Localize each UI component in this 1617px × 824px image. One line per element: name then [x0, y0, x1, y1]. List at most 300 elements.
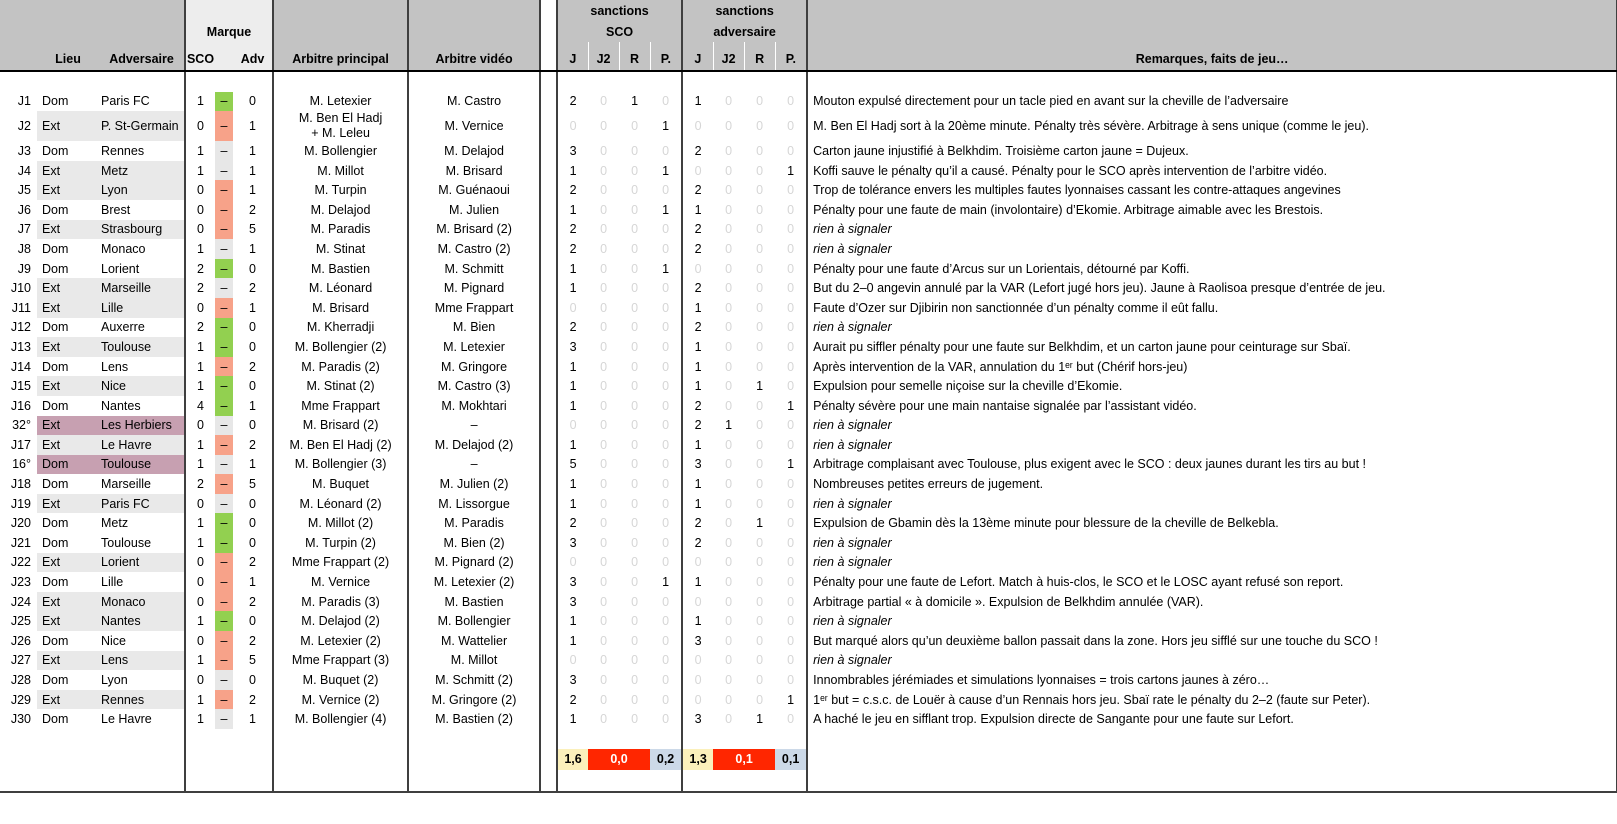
sanction-sco-cell[interactable]: 1: [557, 357, 588, 377]
sanction-adv-cell[interactable]: 0: [756, 398, 764, 413]
sanction-sco-cell[interactable]: 0: [600, 281, 608, 296]
sanction-sco-cell[interactable]: 1: [557, 396, 588, 416]
sanction-sco-cell[interactable]: 0: [631, 261, 639, 276]
score-sco-cell[interactable]: 2: [185, 474, 215, 494]
sanction-sco-cell[interactable]: 1: [557, 200, 588, 220]
sanction-sco-cell[interactable]: 2: [557, 513, 588, 533]
sanction-adv-cell[interactable]: 0: [725, 339, 733, 354]
score-separator-cell[interactable]: –: [215, 357, 233, 377]
lieu-cell[interactable]: Ext: [37, 220, 99, 240]
sanction-sco-cell[interactable]: 0: [600, 143, 608, 158]
score-sco-cell[interactable]: 1: [185, 435, 215, 455]
jour-label[interactable]: J24: [10, 594, 31, 609]
remarque-cell[interactable]: A haché le jeu en sifflant trop. Expulsion directe de Sangante pour une faute sur Lefort.: [807, 709, 1617, 729]
sanction-adv-cell[interactable]: 0: [756, 339, 764, 354]
lieu-cell[interactable]: Ext: [37, 611, 99, 631]
sanction-adv-cell[interactable]: 0: [787, 712, 795, 727]
lieu-cell[interactable]: Dom: [42, 712, 69, 727]
sanction-adv-cell[interactable]: 2: [682, 239, 713, 259]
sanction-adv-cell[interactable]: 0: [787, 516, 795, 531]
sanction-sco-cell[interactable]: 0: [631, 437, 639, 452]
arbitre-video-cell[interactable]: M. Bastien (2): [408, 709, 540, 729]
adversaire-cell[interactable]: Marseille: [101, 477, 152, 492]
sanction-sco-cell[interactable]: 2: [557, 690, 588, 710]
sanction-sco-cell[interactable]: 0: [600, 379, 608, 394]
sanction-sco-cell[interactable]: 0: [631, 379, 639, 394]
sanction-adv-cell[interactable]: 1: [682, 337, 713, 357]
jour-label[interactable]: J30: [10, 712, 31, 727]
score-adv-cell[interactable]: 1: [249, 163, 256, 178]
sanction-adv-cell[interactable]: 2: [682, 513, 713, 533]
sanction-sco-cell[interactable]: 3: [557, 533, 588, 553]
score-sco-cell[interactable]: 1: [185, 337, 215, 357]
sanction-adv-cell[interactable]: 0: [787, 339, 795, 354]
sanction-adv-cell[interactable]: 0: [725, 222, 733, 237]
lieu-cell[interactable]: Dom: [42, 202, 69, 217]
sanction-sco-cell[interactable]: 1: [557, 709, 588, 729]
score-sco-cell[interactable]: 1: [185, 455, 215, 475]
arbitre-video-cell[interactable]: M. Lissorgue: [408, 494, 540, 514]
sanction-adv-cell[interactable]: 0: [725, 398, 733, 413]
sanction-adv-cell[interactable]: 0: [787, 477, 795, 492]
jour-label[interactable]: J29: [10, 692, 31, 707]
score-separator-cell[interactable]: –: [215, 513, 233, 533]
sanction-sco-cell[interactable]: 0: [557, 651, 588, 671]
adversaire-cell[interactable]: Les Herbiers: [99, 416, 185, 436]
remarque-cell[interactable]: Arbitrage complaisant avec Toulouse, plus exigent avec le SCO : deux jaunes durant les tirs au but !: [807, 455, 1617, 475]
sanction-adv-cell[interactable]: 0: [787, 359, 795, 374]
lieu-cell[interactable]: Ext: [37, 553, 99, 573]
sanction-adv-cell[interactable]: 0: [756, 183, 764, 198]
sanction-sco-cell[interactable]: 2: [557, 318, 588, 338]
sanction-sco-cell[interactable]: 0: [600, 398, 608, 413]
sanction-sco-cell[interactable]: 0: [631, 143, 639, 158]
remarque-cell[interactable]: But du 2–0 angevin annulé par la VAR (Lefort jugé hors jeu). Jaune à Raolisoa presque d’entrée de jeu.: [807, 278, 1617, 298]
arbitre-video-cell[interactable]: M. Delajod (2): [408, 435, 540, 455]
arbitre-principal-cell[interactable]: M. Paradis (2): [273, 357, 408, 377]
sanction-adv-cell[interactable]: 3: [682, 455, 713, 475]
sanction-sco-cell[interactable]: 0: [631, 359, 639, 374]
jour-label[interactable]: 32°: [12, 418, 31, 433]
sanction-adv-cell[interactable]: 0: [756, 241, 764, 256]
sanction-adv-cell[interactable]: 0: [787, 320, 795, 335]
sanction-adv-cell[interactable]: 0: [787, 673, 795, 688]
arbitre-video-cell[interactable]: M. Vernice: [408, 111, 540, 141]
score-sco-cell[interactable]: 1: [185, 611, 215, 631]
sanction-adv-cell[interactable]: 0: [787, 437, 795, 452]
sanction-sco-cell[interactable]: 1: [662, 202, 670, 217]
arbitre-video-cell[interactable]: M. Mokhtari: [408, 396, 540, 416]
sanction-adv-cell[interactable]: 0: [756, 594, 764, 609]
sanction-adv-cell[interactable]: 0: [787, 653, 795, 668]
lieu-cell[interactable]: Dom: [42, 320, 69, 335]
sanction-adv-cell[interactable]: 0: [725, 143, 733, 158]
lieu-cell[interactable]: Ext: [37, 690, 99, 710]
sanction-adv-cell[interactable]: 0: [756, 496, 764, 511]
arbitre-principal-cell[interactable]: M. Brisard (2): [273, 416, 408, 436]
sanction-sco-cell[interactable]: 0: [600, 163, 608, 178]
sanction-adv-cell[interactable]: 0: [725, 241, 733, 256]
jour-label[interactable]: J5: [17, 183, 31, 198]
sanction-sco-cell[interactable]: 0: [631, 119, 639, 134]
score-sco-cell[interactable]: 0: [185, 631, 215, 651]
score-sco-cell[interactable]: 0: [185, 416, 215, 436]
arbitre-video-cell[interactable]: –: [408, 455, 540, 475]
sanction-adv-cell[interactable]: 1: [682, 474, 713, 494]
sanction-adv-cell[interactable]: 0: [756, 202, 764, 217]
sanction-sco-cell[interactable]: 0: [600, 477, 608, 492]
score-separator-cell[interactable]: –: [215, 220, 233, 240]
summary-adv-p-avg[interactable]: 0,1: [775, 749, 807, 770]
adversaire-cell[interactable]: Marseille: [99, 278, 185, 298]
score-separator-cell[interactable]: –: [215, 396, 233, 416]
sanction-adv-cell[interactable]: 0: [725, 261, 733, 276]
arbitre-video-cell[interactable]: M. Letexier: [408, 337, 540, 357]
jour-label[interactable]: J3: [17, 143, 31, 158]
arbitre-video-cell[interactable]: M. Schmitt: [408, 259, 540, 279]
score-adv-cell[interactable]: 2: [249, 437, 256, 452]
sanction-adv-cell[interactable]: 0: [756, 261, 764, 276]
score-separator-cell[interactable]: –: [215, 416, 233, 436]
remarque-cell[interactable]: Pénalty sévère pour une main nantaise signalée par l’assistant vidéo.: [807, 396, 1617, 416]
sanction-sco-cell[interactable]: 0: [662, 339, 670, 354]
sanction-adv-cell[interactable]: 0: [725, 320, 733, 335]
sanction-adv-cell[interactable]: 0: [725, 477, 733, 492]
sanction-sco-cell[interactable]: 0: [662, 555, 670, 570]
sanction-adv-cell[interactable]: 0: [725, 673, 733, 688]
sanction-adv-cell[interactable]: 0: [756, 143, 764, 158]
score-adv-cell[interactable]: 0: [249, 320, 256, 335]
sanction-sco-cell[interactable]: 0: [631, 673, 639, 688]
sanction-sco-cell[interactable]: 0: [600, 575, 608, 590]
score-separator-cell[interactable]: –: [215, 670, 233, 690]
sanction-sco-cell[interactable]: 0: [600, 300, 608, 315]
jour-label[interactable]: J10: [10, 281, 31, 296]
sanction-sco-cell[interactable]: 0: [662, 320, 670, 335]
score-sco-cell[interactable]: 0: [185, 494, 215, 514]
remarque-cell[interactable]: Après intervention de la VAR, annulation du 1ᵉʳ but (Chérif hors-jeu): [807, 357, 1617, 377]
sanction-adv-cell[interactable]: 1: [682, 572, 713, 592]
arbitre-principal-cell[interactable]: Mme Frappart (3): [273, 651, 408, 671]
sanction-sco-cell[interactable]: 3: [557, 592, 588, 612]
sanction-adv-cell[interactable]: 0: [787, 241, 795, 256]
score-sco-cell[interactable]: 1: [185, 376, 215, 396]
remarque-cell[interactable]: Pénalty pour une faute de main (involontaire) d’Ekomie. Arbitrage aimable avec les Brestois.: [807, 200, 1617, 220]
adversaire-cell[interactable]: Lorient: [101, 261, 140, 276]
sanction-adv-cell[interactable]: 0: [756, 418, 764, 433]
arbitre-video-cell[interactable]: M. Letexier (2): [408, 572, 540, 592]
arbitre-video-cell[interactable]: M. Bien (2): [408, 533, 540, 553]
arbitre-video-cell[interactable]: M. Gringore (2): [408, 690, 540, 710]
remarque-cell[interactable]: rien à signaler: [807, 533, 1617, 553]
score-adv-cell[interactable]: 0: [249, 496, 256, 511]
adversaire-cell[interactable]: Metz: [101, 516, 129, 531]
sanction-adv-cell[interactable]: 0: [756, 477, 764, 492]
sanction-adv-cell[interactable]: 0: [787, 496, 795, 511]
sanction-sco-cell[interactable]: 0: [631, 163, 639, 178]
sanction-sco-cell[interactable]: 0: [662, 594, 670, 609]
sanction-adv-cell[interactable]: 0: [725, 535, 733, 550]
score-adv-cell[interactable]: 0: [249, 94, 256, 109]
sanction-adv-cell[interactable]: 0: [725, 614, 733, 629]
jour-label[interactable]: J9: [17, 261, 31, 276]
score-separator-cell[interactable]: –: [215, 337, 233, 357]
score-sco-cell[interactable]: 0: [185, 592, 215, 612]
score-separator-cell[interactable]: –: [215, 298, 233, 318]
remarque-cell[interactable]: rien à signaler: [807, 416, 1617, 436]
lieu-cell[interactable]: Dom: [37, 455, 99, 475]
sanction-sco-cell[interactable]: 2: [557, 180, 588, 200]
arbitre-principal-cell[interactable]: M. Léonard (2): [273, 494, 408, 514]
adversaire-cell[interactable]: Lyon: [101, 673, 128, 688]
score-adv-cell[interactable]: 1: [249, 183, 256, 198]
score-adv-cell[interactable]: 5: [249, 653, 256, 668]
jour-label[interactable]: J1: [17, 94, 31, 109]
sanction-sco-cell[interactable]: 0: [600, 222, 608, 237]
score-sco-cell[interactable]: 0: [185, 111, 215, 141]
score-separator-cell[interactable]: –: [215, 611, 233, 631]
sanction-sco-cell[interactable]: 0: [600, 339, 608, 354]
remarque-cell[interactable]: Faute d’Ozer sur Djibirin non sanctionnée d’un pénalty comme il eût fallu.: [807, 298, 1617, 318]
sanction-sco-cell[interactable]: 1: [662, 119, 670, 134]
remarque-cell[interactable]: rien à signaler: [807, 553, 1617, 573]
sanction-sco-cell[interactable]: 0: [631, 575, 639, 590]
jour-label[interactable]: J27: [10, 653, 31, 668]
jour-label[interactable]: J19: [10, 496, 31, 511]
sanction-adv-cell[interactable]: 0: [787, 261, 795, 276]
arbitre-video-cell[interactable]: M. Julien (2): [408, 474, 540, 494]
sanction-sco-cell[interactable]: 0: [600, 712, 608, 727]
sanction-adv-cell[interactable]: 3: [682, 631, 713, 651]
sanction-adv-cell[interactable]: 0: [756, 673, 764, 688]
lieu-cell[interactable]: Dom: [42, 94, 69, 109]
arbitre-video-cell[interactable]: M. Schmitt (2): [408, 670, 540, 690]
adversaire-cell[interactable]: Paris FC: [101, 94, 150, 109]
summary-sco-j2-r-avg[interactable]: 0,0: [588, 749, 650, 770]
sanction-sco-cell[interactable]: 1: [557, 474, 588, 494]
score-sco-cell[interactable]: 2: [185, 318, 215, 338]
sanction-sco-cell[interactable]: 1: [557, 494, 588, 514]
sanction-sco-cell[interactable]: 1: [631, 94, 639, 109]
sanction-sco-cell[interactable]: 0: [662, 673, 670, 688]
sanction-sco-cell[interactable]: 0: [600, 594, 608, 609]
sanction-adv-cell[interactable]: 0: [725, 202, 733, 217]
sanction-adv-cell[interactable]: 0: [682, 670, 713, 690]
score-separator-cell[interactable]: –: [215, 572, 233, 592]
sanction-adv-cell[interactable]: 1: [682, 298, 713, 318]
sanction-sco-cell[interactable]: 3: [557, 337, 588, 357]
sanction-sco-cell[interactable]: 3: [557, 572, 588, 592]
lieu-cell[interactable]: Ext: [37, 161, 99, 181]
sanction-adv-cell[interactable]: 0: [725, 379, 733, 394]
jour-label[interactable]: J8: [17, 241, 31, 256]
sanction-sco-cell[interactable]: 2: [557, 220, 588, 240]
sanction-sco-cell[interactable]: 0: [662, 496, 670, 511]
arbitre-principal-cell[interactable]: M. Vernice (2): [273, 690, 408, 710]
sanction-sco-cell[interactable]: 0: [662, 359, 670, 374]
arbitre-principal-cell[interactable]: M. Buquet (2): [273, 670, 408, 690]
arbitre-principal-cell[interactable]: M. Millot: [273, 161, 408, 181]
arbitre-video-cell[interactable]: –: [408, 416, 540, 436]
score-sco-cell[interactable]: 1: [185, 709, 215, 729]
score-separator-cell[interactable]: –: [215, 92, 233, 112]
sanction-sco-cell[interactable]: 0: [631, 653, 639, 668]
sanction-sco-cell[interactable]: 0: [600, 183, 608, 198]
sanction-adv-cell[interactable]: 0: [787, 535, 795, 550]
sanction-sco-cell[interactable]: 0: [600, 692, 608, 707]
remarque-cell[interactable]: Nombreuses petites erreurs de jugement.: [807, 474, 1617, 494]
score-separator-cell[interactable]: –: [215, 318, 233, 338]
sanction-adv-cell[interactable]: 0: [725, 457, 733, 472]
score-adv-cell[interactable]: 0: [249, 339, 256, 354]
score-separator-cell[interactable]: –: [215, 141, 233, 161]
summary-sco-p-avg[interactable]: 0,2: [650, 749, 682, 770]
sanction-sco-cell[interactable]: 0: [662, 653, 670, 668]
sanction-adv-cell[interactable]: 1: [682, 376, 713, 396]
remarque-cell[interactable]: Arbitrage partial « à domicile ». Expulsion de Belkhdim annulée (VAR).: [807, 592, 1617, 612]
sanction-sco-cell[interactable]: 0: [631, 241, 639, 256]
score-separator-cell[interactable]: –: [215, 435, 233, 455]
score-adv-cell[interactable]: 2: [249, 281, 256, 296]
sanction-adv-cell[interactable]: 2: [682, 533, 713, 553]
arbitre-video-cell[interactable]: M. Wattelier: [408, 631, 540, 651]
arbitre-video-cell[interactable]: M. Bastien: [408, 592, 540, 612]
lieu-cell[interactable]: Dom: [42, 477, 69, 492]
remarque-cell[interactable]: Pénalty pour une faute de Lefort. Match à huis-clos, le SCO et le LOSC ayant refusé son report.: [807, 572, 1617, 592]
remarque-cell[interactable]: rien à signaler: [807, 651, 1617, 671]
score-adv-cell[interactable]: 1: [249, 575, 256, 590]
sanction-sco-cell[interactable]: 3: [557, 670, 588, 690]
adversaire-cell[interactable]: Lille: [99, 298, 185, 318]
sanction-adv-cell[interactable]: 0: [725, 555, 733, 570]
remarque-cell[interactable]: Aurait pu siffler pénalty pour une faute sur Belkhdim, et un carton jaune pour ceinturage sur Sbaï.: [807, 337, 1617, 357]
adversaire-cell[interactable]: Auxerre: [101, 320, 145, 335]
remarque-cell[interactable]: Carton jaune injustifié à Belkhdim. Troisième carton jaune = Dujeux.: [807, 141, 1617, 161]
sanction-sco-cell[interactable]: 0: [600, 261, 608, 276]
arbitre-video-cell[interactable]: M. Brisard: [408, 161, 540, 181]
sanction-adv-cell[interactable]: 0: [725, 712, 733, 727]
adversaire-cell[interactable]: Nice: [101, 633, 127, 648]
arbitre-principal-cell[interactable]: M. Ben El Hadj + M. Leleu: [273, 111, 408, 141]
arbitre-principal-cell[interactable]: M. Paradis (3): [273, 592, 408, 612]
sanction-sco-cell[interactable]: 0: [662, 418, 670, 433]
sanction-adv-cell[interactable]: 0: [756, 535, 764, 550]
sanction-adv-cell[interactable]: 0: [725, 575, 733, 590]
sanction-sco-cell[interactable]: 2: [557, 239, 588, 259]
sanction-adv-cell[interactable]: 0: [756, 555, 764, 570]
adversaire-cell[interactable]: Toulouse: [99, 455, 185, 475]
arbitre-video-cell[interactable]: M. Bollengier: [408, 611, 540, 631]
arbitre-video-cell[interactable]: M. Millot: [408, 651, 540, 671]
jour-label[interactable]: J7: [17, 222, 31, 237]
arbitre-principal-cell[interactable]: M. Millot (2): [273, 513, 408, 533]
adversaire-cell[interactable]: Metz: [99, 161, 185, 181]
sanction-adv-cell[interactable]: 0: [756, 94, 764, 109]
adversaire-cell[interactable]: Rennes: [101, 143, 145, 158]
sanction-adv-cell[interactable]: 0: [756, 320, 764, 335]
arbitre-principal-cell[interactable]: M. Paradis: [273, 220, 408, 240]
lieu-cell[interactable]: Ext: [37, 111, 99, 141]
jour-label[interactable]: J15: [10, 379, 31, 394]
sanction-adv-cell[interactable]: 1: [682, 435, 713, 455]
sanction-adv-cell[interactable]: 0: [725, 163, 733, 178]
sanction-sco-cell[interactable]: 1: [557, 611, 588, 631]
adversaire-cell[interactable]: Paris FC: [99, 494, 185, 514]
arbitre-principal-cell[interactable]: Mme Frappart: [273, 396, 408, 416]
score-separator-cell[interactable]: –: [215, 161, 233, 181]
score-adv-cell[interactable]: 1: [249, 398, 256, 413]
sanction-adv-cell[interactable]: 0: [725, 496, 733, 511]
sanction-sco-cell[interactable]: 0: [631, 457, 639, 472]
sanction-sco-cell[interactable]: 0: [600, 633, 608, 648]
lieu-cell[interactable]: Ext: [37, 180, 99, 200]
score-adv-cell[interactable]: 2: [249, 692, 256, 707]
arbitre-principal-cell[interactable]: Mme Frappart (2): [273, 553, 408, 573]
score-separator-cell[interactable]: –: [215, 111, 233, 141]
score-sco-cell[interactable]: 1: [185, 513, 215, 533]
summary-sco-j-avg[interactable]: 1,6: [557, 749, 588, 770]
remarque-cell[interactable]: Trop de tolérance envers les multiples fautes lyonnaises cassant les contre-attaques angevines: [807, 180, 1617, 200]
sanction-adv-cell[interactable]: 0: [756, 457, 764, 472]
arbitre-principal-cell[interactable]: M. Stinat (2): [273, 376, 408, 396]
sanction-adv-cell[interactable]: 0: [725, 692, 733, 707]
lieu-cell[interactable]: Ext: [37, 376, 99, 396]
sanction-adv-cell[interactable]: 0: [756, 281, 764, 296]
sanction-adv-cell[interactable]: 0: [787, 143, 795, 158]
arbitre-video-cell[interactable]: M. Gringore: [408, 357, 540, 377]
sanction-adv-cell[interactable]: 0: [756, 614, 764, 629]
sanction-sco-cell[interactable]: 0: [557, 416, 588, 436]
sanction-sco-cell[interactable]: 0: [662, 712, 670, 727]
sanction-adv-cell[interactable]: 0: [756, 575, 764, 590]
sanction-sco-cell[interactable]: 0: [600, 202, 608, 217]
score-adv-cell[interactable]: 0: [249, 614, 256, 629]
score-sco-cell[interactable]: 0: [185, 298, 215, 318]
score-sco-cell[interactable]: 1: [185, 357, 215, 377]
score-separator-cell[interactable]: –: [215, 553, 233, 573]
score-adv-cell[interactable]: 1: [249, 119, 256, 134]
adversaire-cell[interactable]: Lens: [99, 651, 185, 671]
arbitre-video-cell[interactable]: M. Castro: [408, 92, 540, 112]
adversaire-cell[interactable]: Toulouse: [99, 337, 185, 357]
sanction-adv-cell[interactable]: 0: [787, 575, 795, 590]
score-separator-cell[interactable]: –: [215, 533, 233, 553]
score-separator-cell[interactable]: –: [215, 631, 233, 651]
sanction-sco-cell[interactable]: 0: [600, 516, 608, 531]
sanction-adv-cell[interactable]: 0: [682, 690, 713, 710]
arbitre-video-cell[interactable]: M. Bien: [408, 318, 540, 338]
sanction-adv-cell[interactable]: 2: [682, 318, 713, 338]
arbitre-principal-cell[interactable]: M. Buquet: [273, 474, 408, 494]
sanction-sco-cell[interactable]: 0: [631, 202, 639, 217]
sanction-sco-cell[interactable]: 1: [557, 278, 588, 298]
sanction-sco-cell[interactable]: 0: [631, 477, 639, 492]
sanction-adv-cell[interactable]: 0: [682, 111, 713, 141]
score-separator-cell[interactable]: –: [215, 200, 233, 220]
sanction-sco-cell[interactable]: 0: [631, 418, 639, 433]
sanction-sco-cell[interactable]: 0: [600, 94, 608, 109]
score-separator-cell[interactable]: –: [215, 376, 233, 396]
sanction-sco-cell[interactable]: 0: [662, 94, 670, 109]
sanction-adv-cell[interactable]: 2: [682, 141, 713, 161]
sanction-adv-cell[interactable]: 0: [756, 633, 764, 648]
score-sco-cell[interactable]: 2: [185, 259, 215, 279]
score-sco-cell[interactable]: 0: [185, 220, 215, 240]
sanction-sco-cell[interactable]: 0: [662, 143, 670, 158]
score-separator-cell[interactable]: –: [215, 180, 233, 200]
sanction-adv-cell[interactable]: 0: [682, 259, 713, 279]
sanction-adv-cell[interactable]: 0: [725, 594, 733, 609]
